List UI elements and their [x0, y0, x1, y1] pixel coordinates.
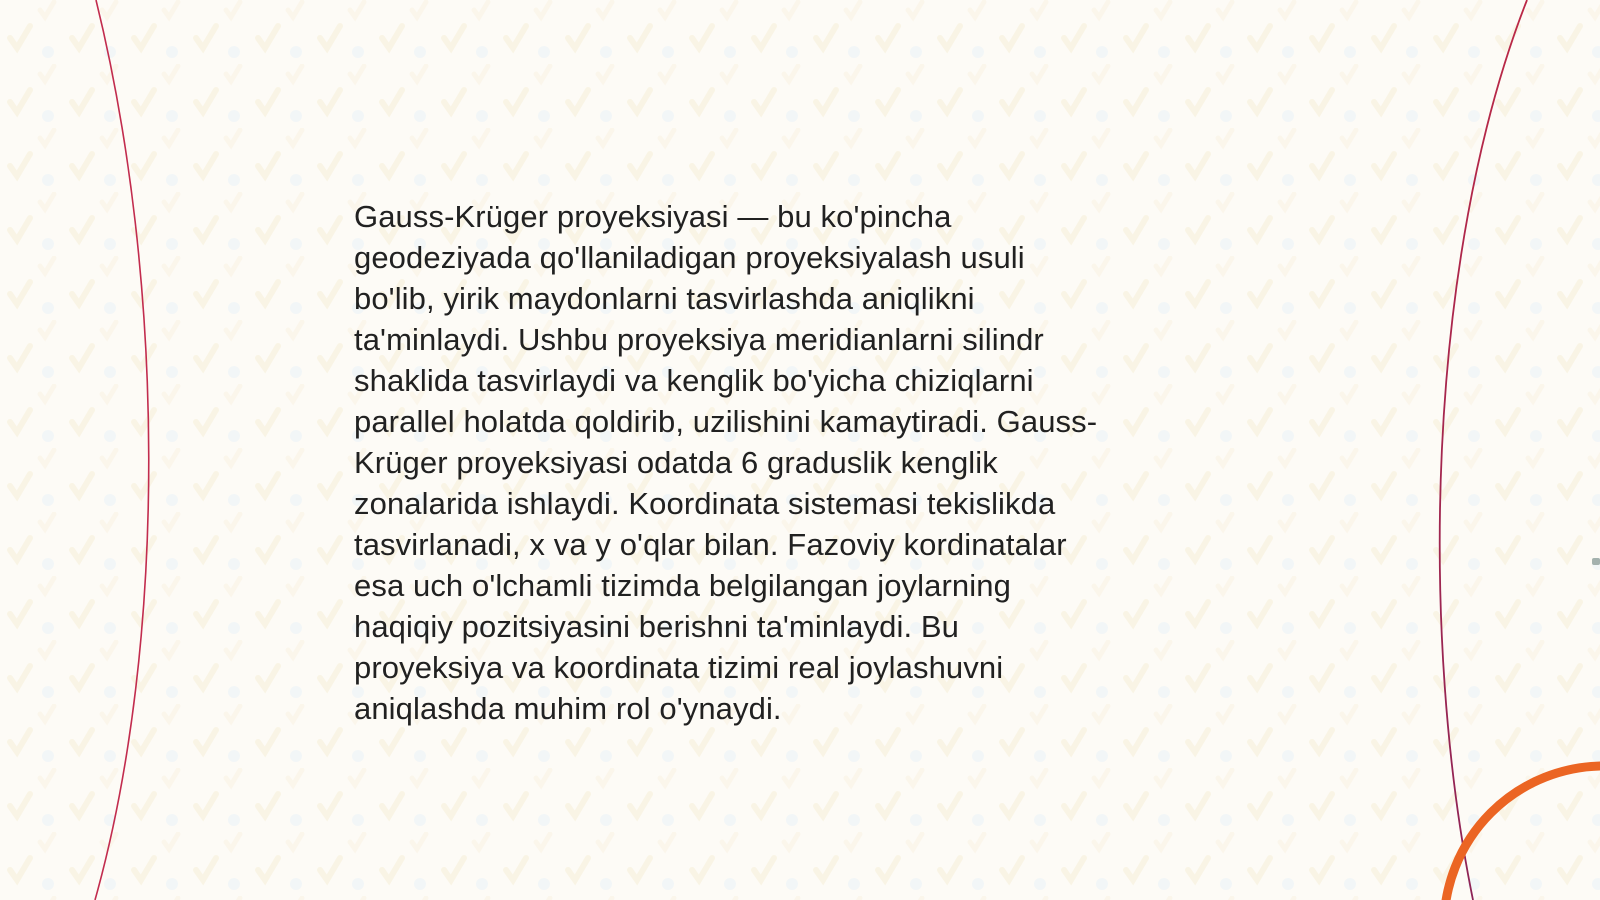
paragraph-line: ta'minlaydi. Ushbu proyeksiya meridianlarni silindr — [354, 322, 1044, 357]
paragraph-line: parallel holatda qoldirib, uzilishini kamaytiradi. Gauss- — [354, 404, 1098, 439]
paragraph-line: esa uch o'lchamli tizimda belgilangan joylarning — [354, 568, 1011, 603]
paragraph-line: Krüger proyeksiyasi odatda 6 graduslik kenglik — [354, 445, 998, 480]
paragraph-line: zonalarida ishlaydi. Koordinata sistemasi tekislikda — [354, 486, 1056, 521]
paragraph-line: aniqlashda muhim rol o'ynaydi. — [354, 691, 782, 726]
paragraph-block — [354, 196, 1334, 729]
paragraph-line: geodeziyada qo'llaniladigan proyeksiyalash usuli — [354, 240, 1025, 275]
paragraph-line: tasvirlanadi, x va y o'qlar bilan. Fazoviy kordinatalar — [354, 527, 1067, 562]
paragraph-line: bo'lib, yirik maydonlarni tasvirlashda aniqlikni — [354, 281, 975, 316]
paragraph-line: proyeksiya va koordinata tizimi real joylashuvni — [354, 650, 1004, 685]
paragraph-line: Gauss-Krüger proyeksiyasi — bu ko'pincha — [354, 199, 952, 234]
edge-artifact-tick — [1592, 558, 1600, 565]
paragraph-line: haqiqiy pozitsiyasini berishni ta'minlaydi. Bu — [354, 609, 959, 644]
paragraph-line: shaklida tasvirlaydi va kenglik bo'yicha chiziqlarni — [354, 363, 1034, 398]
